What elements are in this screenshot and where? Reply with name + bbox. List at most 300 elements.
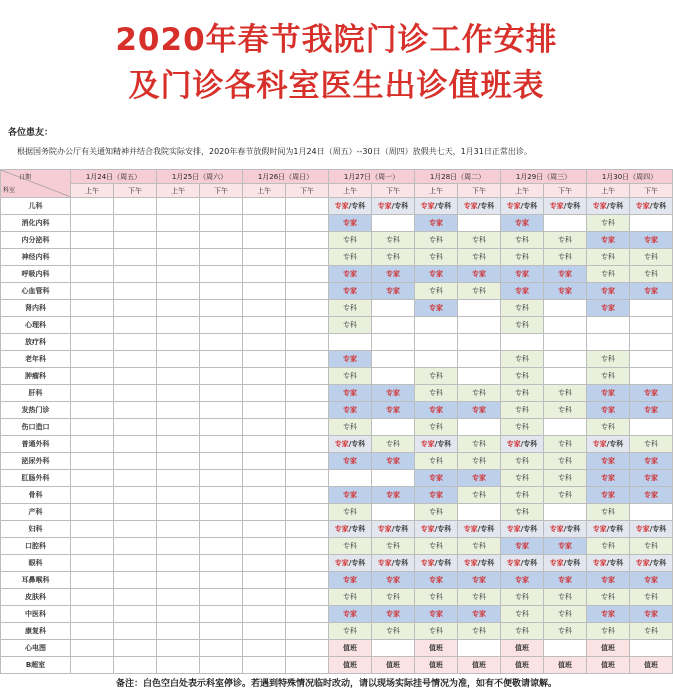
greeting: 各位患友：	[8, 128, 54, 138]
closed-cell	[458, 640, 501, 657]
expert-specialist-cell	[630, 198, 673, 215]
closed-cell	[372, 300, 415, 317]
closed-cell	[157, 504, 200, 521]
separator: /	[649, 559, 653, 567]
closed-cell	[630, 368, 673, 385]
expert-cell: 专家	[458, 470, 501, 487]
closed-cell	[71, 657, 114, 674]
closed-cell	[157, 436, 200, 453]
expert-cell: 专家	[630, 606, 673, 623]
closed-cell	[71, 606, 114, 623]
closed-cell	[200, 487, 243, 504]
expert-label: 专家	[377, 202, 392, 210]
dept-name: 发热门诊	[1, 402, 71, 419]
expert-label: 专家	[377, 525, 392, 533]
closed-cell	[286, 487, 329, 504]
date-header: 1月26日（周日）	[243, 170, 329, 184]
expert-cell: 专家	[329, 606, 372, 623]
closed-cell	[114, 555, 157, 572]
specialist-label: 专科	[566, 559, 581, 567]
specialist-label: 专科	[437, 525, 452, 533]
expert-label: 专家	[635, 525, 650, 533]
specialist-label: 专科	[566, 202, 581, 210]
closed-cell	[200, 538, 243, 555]
duty-cell: 值班	[587, 640, 630, 657]
expert-cell: 专家	[415, 402, 458, 419]
closed-cell	[286, 453, 329, 470]
separator: /	[563, 525, 567, 533]
closed-cell	[200, 317, 243, 334]
closed-cell	[630, 351, 673, 368]
closed-cell	[544, 351, 587, 368]
expert-specialist-cell	[587, 555, 630, 572]
closed-cell	[372, 215, 415, 232]
closed-cell	[200, 606, 243, 623]
separator: /	[649, 202, 653, 210]
expert-specialist-cell	[501, 198, 544, 215]
closed-cell	[157, 368, 200, 385]
specialist-cell: 专科	[415, 385, 458, 402]
specialist-cell: 专科	[501, 504, 544, 521]
closed-cell	[114, 453, 157, 470]
specialist-cell: 专科	[415, 249, 458, 266]
table-row	[1, 266, 673, 283]
closed-cell	[157, 334, 200, 351]
specialist-cell: 专科	[544, 453, 587, 470]
dept-name: 肾内科	[1, 300, 71, 317]
closed-cell	[157, 232, 200, 249]
expert-cell: 专家	[587, 300, 630, 317]
expert-cell: 专家	[630, 453, 673, 470]
separator: /	[606, 525, 610, 533]
specialist-cell: 专科	[501, 402, 544, 419]
expert-cell: 专家	[372, 487, 415, 504]
closed-cell	[200, 521, 243, 538]
table-row	[1, 334, 673, 351]
closed-cell	[243, 436, 286, 453]
closed-cell	[243, 351, 286, 368]
specialist-cell: 专科	[458, 232, 501, 249]
specialist-cell: 专科	[415, 453, 458, 470]
am-header: 上午	[501, 184, 544, 198]
closed-cell	[114, 589, 157, 606]
expert-specialist-cell	[372, 198, 415, 215]
expert-cell: 专家	[630, 402, 673, 419]
closed-cell	[544, 368, 587, 385]
expert-cell: 专家	[329, 283, 372, 300]
specialist-cell: 专科	[329, 623, 372, 640]
specialist-cell: 专科	[329, 589, 372, 606]
expert-label: 专家	[334, 559, 349, 567]
table-row	[1, 453, 673, 470]
table-row	[1, 521, 673, 538]
closed-cell	[114, 521, 157, 538]
specialist-cell: 专科	[458, 589, 501, 606]
specialist-cell: 专科	[415, 419, 458, 436]
closed-cell	[200, 436, 243, 453]
specialist-cell: 专科	[587, 215, 630, 232]
table-row	[1, 436, 673, 453]
closed-cell	[71, 521, 114, 538]
closed-cell	[71, 419, 114, 436]
closed-cell	[286, 436, 329, 453]
expert-label: 专家	[463, 202, 478, 210]
closed-cell	[157, 402, 200, 419]
expert-cell: 专家	[501, 538, 544, 555]
expert-cell: 专家	[329, 266, 372, 283]
closed-cell	[630, 640, 673, 657]
specialist-cell: 专科	[415, 623, 458, 640]
closed-cell	[157, 283, 200, 300]
expert-cell: 专家	[587, 453, 630, 470]
closed-cell	[501, 334, 544, 351]
closed-cell	[200, 470, 243, 487]
table-row	[1, 606, 673, 623]
specialist-cell: 专科	[372, 623, 415, 640]
separator: /	[391, 202, 395, 210]
specialist-cell: 专科	[372, 538, 415, 555]
closed-cell	[458, 504, 501, 521]
table-row	[1, 555, 673, 572]
closed-cell	[286, 249, 329, 266]
closed-cell	[200, 334, 243, 351]
specialist-cell: 专科	[458, 249, 501, 266]
expert-specialist-cell	[544, 555, 587, 572]
expert-cell: 专家	[329, 487, 372, 504]
closed-cell	[286, 572, 329, 589]
specialist-cell: 专科	[372, 232, 415, 249]
expert-label: 专家	[463, 525, 478, 533]
dept-name: 肛肠外科	[1, 470, 71, 487]
closed-cell	[372, 351, 415, 368]
closed-cell	[286, 198, 329, 215]
closed-cell	[157, 555, 200, 572]
expert-cell: 专家	[501, 266, 544, 283]
separator: /	[434, 202, 438, 210]
specialist-cell: 专科	[501, 589, 544, 606]
closed-cell	[157, 215, 200, 232]
table-row	[1, 215, 673, 232]
specialist-cell: 专科	[501, 385, 544, 402]
expert-specialist-cell	[544, 198, 587, 215]
closed-cell	[157, 572, 200, 589]
specialist-cell: 专科	[415, 504, 458, 521]
specialist-cell: 专科	[329, 368, 372, 385]
specialist-cell: 专科	[544, 402, 587, 419]
closed-cell	[200, 198, 243, 215]
expert-cell: 专家	[630, 572, 673, 589]
specialist-label: 专科	[566, 525, 581, 533]
dept-name: 消化内科	[1, 215, 71, 232]
closed-cell	[157, 640, 200, 657]
closed-cell	[114, 572, 157, 589]
closed-cell	[243, 334, 286, 351]
closed-cell	[243, 300, 286, 317]
specialist-cell: 专科	[501, 249, 544, 266]
expert-specialist-cell	[630, 521, 673, 538]
closed-cell	[286, 283, 329, 300]
specialist-cell: 专科	[329, 419, 372, 436]
expert-cell: 专家	[329, 572, 372, 589]
closed-cell	[200, 215, 243, 232]
closed-cell	[243, 453, 286, 470]
closed-cell	[200, 351, 243, 368]
dept-name: 伤口造口	[1, 419, 71, 436]
specialist-cell: 专科	[587, 419, 630, 436]
separator: /	[348, 202, 352, 210]
closed-cell	[458, 351, 501, 368]
closed-cell	[71, 385, 114, 402]
specialist-cell: 专科	[415, 538, 458, 555]
specialist-cell: 专科	[544, 623, 587, 640]
expert-cell: 专家	[501, 215, 544, 232]
closed-cell	[200, 232, 243, 249]
specialist-label: 专科	[351, 202, 366, 210]
specialist-cell: 专科	[329, 300, 372, 317]
expert-cell: 专家	[329, 385, 372, 402]
closed-cell	[458, 419, 501, 436]
am-header: 上午	[71, 184, 114, 198]
date-header: 1月25日（周六）	[157, 170, 243, 184]
specialist-cell: 专科	[501, 351, 544, 368]
expert-cell: 专家	[630, 385, 673, 402]
specialist-cell: 专科	[587, 351, 630, 368]
specialist-cell: 专科	[501, 606, 544, 623]
expert-cell: 专家	[415, 215, 458, 232]
expert-specialist-cell	[587, 198, 630, 215]
closed-cell	[630, 419, 673, 436]
closed-cell	[372, 317, 415, 334]
closed-cell	[544, 640, 587, 657]
closed-cell	[458, 368, 501, 385]
closed-cell	[157, 317, 200, 334]
specialist-cell: 专科	[415, 283, 458, 300]
expert-specialist-cell	[458, 555, 501, 572]
specialist-cell: 专科	[501, 300, 544, 317]
closed-cell	[71, 334, 114, 351]
duty-cell: 值班	[329, 657, 372, 674]
dept-name: 康复科	[1, 623, 71, 640]
table-row	[1, 589, 673, 606]
closed-cell	[114, 606, 157, 623]
expert-cell: 专家	[415, 487, 458, 504]
specialist-label: 专科	[609, 525, 624, 533]
closed-cell	[587, 334, 630, 351]
specialist-cell: 专科	[458, 623, 501, 640]
specialist-cell: 专科	[587, 538, 630, 555]
separator: /	[477, 559, 481, 567]
closed-cell	[286, 623, 329, 640]
closed-cell	[286, 351, 329, 368]
specialist-cell: 专科	[587, 504, 630, 521]
closed-cell	[71, 436, 114, 453]
specialist-label: 专科	[652, 202, 667, 210]
separator: /	[434, 559, 438, 567]
dept-name: 眼科	[1, 555, 71, 572]
expert-cell: 专家	[458, 402, 501, 419]
specialist-label: 专科	[523, 559, 538, 567]
pm-header: 下午	[200, 184, 243, 198]
expert-label: 专家	[506, 559, 521, 567]
expert-specialist-cell	[458, 198, 501, 215]
dept-name: 放疗科	[1, 334, 71, 351]
expert-label: 专家	[592, 525, 607, 533]
am-header: 上午	[329, 184, 372, 198]
specialist-cell: 专科	[501, 470, 544, 487]
closed-cell	[114, 368, 157, 385]
expert-cell: 专家	[329, 402, 372, 419]
closed-cell	[286, 521, 329, 538]
closed-cell	[71, 317, 114, 334]
expert-cell: 专家	[329, 351, 372, 368]
expert-specialist-cell	[501, 555, 544, 572]
expert-cell: 专家	[415, 572, 458, 589]
separator: /	[563, 202, 567, 210]
closed-cell	[71, 453, 114, 470]
specialist-cell: 专科	[630, 538, 673, 555]
closed-cell	[114, 402, 157, 419]
specialist-cell: 专科	[329, 538, 372, 555]
specialist-cell: 专科	[544, 385, 587, 402]
closed-cell	[372, 504, 415, 521]
closed-cell	[286, 640, 329, 657]
specialist-label: 专科	[480, 559, 495, 567]
specialist-cell: 专科	[544, 249, 587, 266]
specialist-cell: 专科	[415, 589, 458, 606]
specialist-cell: 专科	[415, 368, 458, 385]
expert-label: 专家	[506, 440, 521, 448]
closed-cell	[544, 317, 587, 334]
expert-cell: 专家	[372, 385, 415, 402]
dept-name: 肿瘤科	[1, 368, 71, 385]
expert-cell: 专家	[372, 402, 415, 419]
specialist-cell: 专科	[329, 232, 372, 249]
closed-cell	[286, 317, 329, 334]
dept-name: 普通外科	[1, 436, 71, 453]
am-header: 上午	[157, 184, 200, 198]
holiday-notice: 根据国务院办公厅有关通知精神并结合我院实际安排，2020年春节放假时间为1月24日（周五）--30日（周四）放假共七天，1月31日正常出诊。	[17, 147, 532, 156]
table-row	[1, 538, 673, 555]
closed-cell	[71, 589, 114, 606]
expert-cell: 专家	[372, 453, 415, 470]
specialist-cell: 专科	[587, 368, 630, 385]
date-header: 1月28日（周二）	[415, 170, 501, 184]
specialist-cell: 专科	[544, 589, 587, 606]
closed-cell	[243, 215, 286, 232]
expert-cell: 专家	[372, 283, 415, 300]
closed-cell	[286, 657, 329, 674]
specialist-label: 专科	[609, 202, 624, 210]
duty-cell: 值班	[630, 657, 673, 674]
expert-cell: 专家	[501, 572, 544, 589]
closed-cell	[157, 300, 200, 317]
closed-cell	[114, 470, 157, 487]
separator: /	[606, 440, 610, 448]
dept-name: 妇科	[1, 521, 71, 538]
separator: /	[520, 202, 524, 210]
specialist-cell: 专科	[372, 436, 415, 453]
closed-cell	[114, 436, 157, 453]
closed-cell	[200, 402, 243, 419]
closed-cell	[286, 589, 329, 606]
dept-name: 神经内科	[1, 249, 71, 266]
specialist-cell: 专科	[501, 453, 544, 470]
table-row	[1, 351, 673, 368]
closed-cell	[286, 334, 329, 351]
expert-specialist-cell	[372, 555, 415, 572]
expert-cell: 专家	[587, 606, 630, 623]
specialist-cell: 专科	[630, 249, 673, 266]
specialist-cell: 专科	[544, 487, 587, 504]
closed-cell	[286, 538, 329, 555]
closed-cell	[243, 283, 286, 300]
specialist-label: 专科	[609, 559, 624, 567]
separator: /	[520, 525, 524, 533]
table-row	[1, 232, 673, 249]
closed-cell	[286, 300, 329, 317]
expert-label: 专家	[592, 202, 607, 210]
closed-cell	[71, 572, 114, 589]
expert-cell: 专家	[415, 300, 458, 317]
closed-cell	[243, 589, 286, 606]
specialist-label: 专科	[437, 559, 452, 567]
closed-cell	[630, 317, 673, 334]
duty-cell: 值班	[415, 657, 458, 674]
table-row	[1, 249, 673, 266]
closed-cell	[415, 334, 458, 351]
schedule-table	[0, 169, 673, 674]
dept-name: 心理科	[1, 317, 71, 334]
expert-cell: 专家	[587, 232, 630, 249]
dept-name: 耳鼻喉科	[1, 572, 71, 589]
expert-label: 专家	[420, 525, 435, 533]
expert-cell: 专家	[630, 283, 673, 300]
closed-cell	[415, 351, 458, 368]
closed-cell	[372, 419, 415, 436]
closed-cell	[157, 249, 200, 266]
expert-specialist-cell	[329, 521, 372, 538]
closed-cell	[243, 487, 286, 504]
closed-cell	[243, 572, 286, 589]
duty-cell: 值班	[544, 657, 587, 674]
dept-name: 心血管科	[1, 283, 71, 300]
expert-label: 专家	[549, 559, 564, 567]
corner-cell	[1, 170, 71, 198]
closed-cell	[200, 657, 243, 674]
closed-cell	[286, 555, 329, 572]
dept-name: 口腔科	[1, 538, 71, 555]
specialist-label: 专科	[351, 440, 366, 448]
expert-specialist-cell	[544, 521, 587, 538]
expert-label: 专家	[592, 440, 607, 448]
specialist-cell: 专科	[415, 232, 458, 249]
closed-cell	[114, 351, 157, 368]
table-row	[1, 504, 673, 521]
closed-cell	[372, 470, 415, 487]
table-row	[1, 657, 673, 674]
closed-cell	[157, 266, 200, 283]
specialist-cell: 专科	[630, 623, 673, 640]
specialist-label: 专科	[652, 559, 667, 567]
closed-cell	[157, 385, 200, 402]
expert-cell: 专家	[458, 572, 501, 589]
specialist-label: 专科	[523, 440, 538, 448]
specialist-cell: 专科	[544, 470, 587, 487]
separator: /	[649, 525, 653, 533]
expert-label: 专家	[549, 525, 564, 533]
expert-specialist-cell	[415, 436, 458, 453]
specialist-label: 专科	[351, 559, 366, 567]
